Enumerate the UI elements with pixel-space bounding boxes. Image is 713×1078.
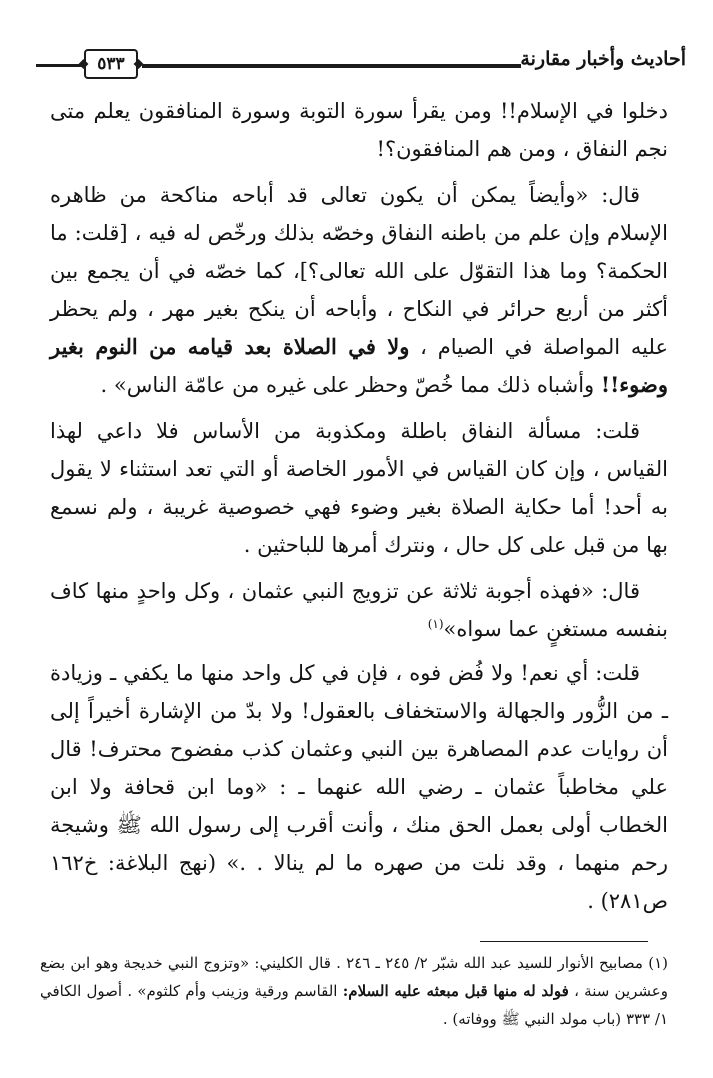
footnote-divider — [480, 941, 648, 942]
header-rule-left — [36, 64, 82, 67]
paragraph: دخلوا في الإسلام!! ومن يقرأ سورة التوبة وسورة المنافقون يعلم متى نجم النفاق ، ومن هم المنافقون؟! — [50, 99, 668, 161]
page-number: ٥٣٣ — [84, 49, 138, 79]
paragraph-text: قال: «فهذه أجوبة ثلاثة عن تزويج النبي عثمان ، وكل واحدٍ منها كاف بنفسه مستغنٍ عما سواه» — [50, 579, 668, 641]
footnote-marker[interactable]: (١) — [427, 617, 444, 631]
header-rule — [142, 64, 521, 68]
running-header — [36, 46, 686, 82]
paragraph — [50, 572, 668, 648]
body-text — [50, 92, 668, 928]
footnote-text — [40, 949, 668, 1033]
paragraph-text: وأشباه ذلك مما خُصّ وحظر على غيره من عامّة الناس» . — [100, 373, 595, 397]
paragraph: قلت: مسألة النفاق باطلة ومكذوبة من الأساس فلا داعي لهذا القياس ، وإن كان القياس في الأمور الخاصة أو التي تعد استثناء لا يقول به أحد! أما حكاية الصلاة بغير وضوء فهي خصوصية غريبة ، ولم نسمع بها من قبل على كل حال ، ونترك أمرها للباحثين . — [50, 419, 668, 557]
footnote-bold-phrase: فولد له منها قبل مبعثه عليه السلام: — [342, 982, 569, 1000]
bold-phrase: ولا في الصلاة بعد قيامه من النوم بغير وضوء!! — [50, 334, 668, 397]
paragraph: قلت: أي نعم! ولا فُض فوه ، فإن في كل واحد منها ما يكفي ـ وزيادة ـ من الزُّور والجهالة والاستخفاف بالعقول! ولا بدّ من الإشارة أخيراً إلى أن روايات عدم المصاهرة بين النبي وعثمان كذب مفضوح محترف! قال علي مخاطباً عثمان ـ رضي الله عنهما ـ : «وما ابن قحافة ولا ابن الخطاب أولى بعمل الحق منك ، وأنت أقرب إلى رسول الله ﷺ وشيجة رحم منهما ، وقد نلت من صهره ما لم ينالا . .» (نهج البلاغة: خ١٦٢ ص٢٨١) . — [50, 661, 668, 913]
running-title: أحاديث وأخبار مقارنة — [520, 48, 686, 70]
paragraph-text: قال: «وأيضاً يمكن أن يكون تعالى قد أباحه مناكحة من ظاهره الإسلام وإن علم من باطنه النفاق وخصّه بذلك ورخّص له فيه ، [قلت: ما الحكمة؟ وما هذا التقوّل على الله تعالى؟]، كما خصّه في أن يجمع بين أكثر من أربع حرائر في النكاح ، وأباحه أن ينكح بغير مهر ، ولم يحظر عليه المواصلة في الصيام ، — [50, 183, 668, 359]
footnote — [40, 949, 668, 1033]
footnote-part: (١) مصابيح الأنوار للسيد عبد الله شبّر ٢/ ٢٤٥ ـ ٢٤٦ . قال الكليني: «وتزوج النبي خديجة وهو ابن بضع وعشرين سنة ، — [40, 954, 669, 1000]
paragraph — [50, 176, 668, 404]
footnote-part: القاسم ورقية وزينب وأم كلثوم» . أصول الكافي ١/ ٣٣٣ (باب مولد النبي ﷺ ووفاته) . — [40, 982, 668, 1028]
